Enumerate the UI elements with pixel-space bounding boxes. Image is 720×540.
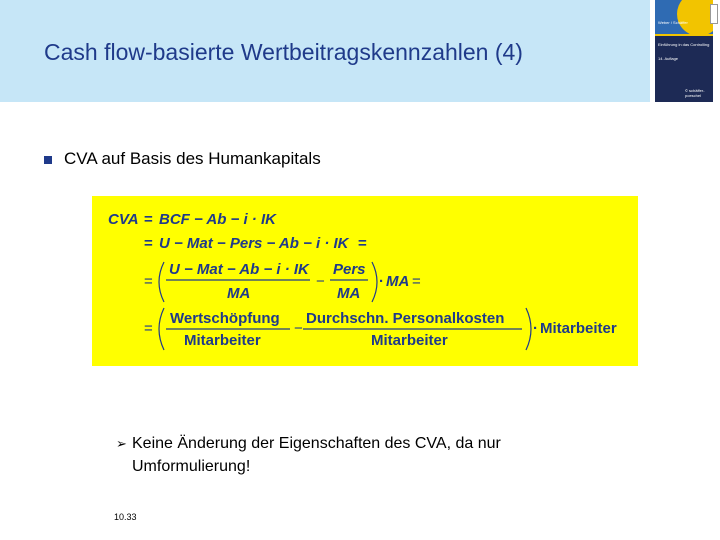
formula-line3-paren-left xyxy=(159,262,164,302)
cover-authors: Weber / Schäffer xyxy=(658,20,688,25)
formula-line3-paren-right xyxy=(372,262,377,302)
formula-line4-frac2-den: Mitarbeiter xyxy=(371,332,448,349)
formula-line3-frac1-num: U − Mat − Ab − i · IK xyxy=(169,261,309,278)
formula-line1-rhs: BCF − Ab − i · IK xyxy=(159,211,276,228)
formula-line4-minus: − xyxy=(294,320,303,337)
formula-line4-paren-left xyxy=(159,308,164,350)
page-number: 10.33 xyxy=(114,512,137,522)
formula-line4-dot: · xyxy=(533,320,538,337)
bullet-text: CVA auf Basis des Humankapitals xyxy=(64,149,321,168)
formula-box xyxy=(92,196,638,366)
cover-tag xyxy=(710,4,718,24)
formula-eq-3: = xyxy=(144,273,153,290)
formula-line4-frac2-num: Durchschn. Personalkosten xyxy=(306,310,505,327)
formula-line4-frac1-den: Mitarbeiter xyxy=(184,332,261,349)
formula-eq-2-trail: = xyxy=(358,235,367,252)
book-cover-thumbnail xyxy=(655,0,713,102)
formula-eq-2: = xyxy=(144,235,153,252)
formula-eq-4: = xyxy=(144,320,153,337)
formula-line3-frac2-num: Pers xyxy=(333,261,366,278)
formula-line4-paren-right xyxy=(526,308,531,350)
formula-svg xyxy=(92,196,638,366)
formula-line2-rhs: U − Mat − Pers − Ab − i · IK xyxy=(159,235,349,252)
formula-line3-frac1-den: MA xyxy=(227,285,251,302)
slide-title: Cash flow-basierte Wertbeitragskennzahlen (4) xyxy=(44,39,523,65)
formula-cva-label: CVA xyxy=(108,211,139,228)
formula-eq-1: = xyxy=(144,211,153,228)
cover-yellow-strip xyxy=(655,34,713,36)
cover-edition: 14. Auflage xyxy=(658,56,679,61)
cover-title: Einführung in das Controlling xyxy=(658,42,710,47)
arrow-bullet-icon: ➢ xyxy=(116,436,127,451)
formula-line3-dot: · xyxy=(379,273,384,290)
formula-line3-frac2-den: MA xyxy=(337,285,361,302)
formula-line3-mult: MA xyxy=(386,273,410,290)
cover-publisher: © schäffer-poeschel xyxy=(685,88,705,98)
bullet-square-icon xyxy=(44,156,52,164)
formula-eq-3-trail: = xyxy=(412,273,421,290)
formula-line4-frac1-num: Wertschöpfung xyxy=(170,310,280,327)
subpoint-text: Keine Änderung der Eigenschaften des CVA, da nur Umformulierung! xyxy=(132,435,501,475)
formula-line4-mult: Mitarbeiter xyxy=(540,320,617,337)
formula-line3-minus: − xyxy=(316,273,325,290)
